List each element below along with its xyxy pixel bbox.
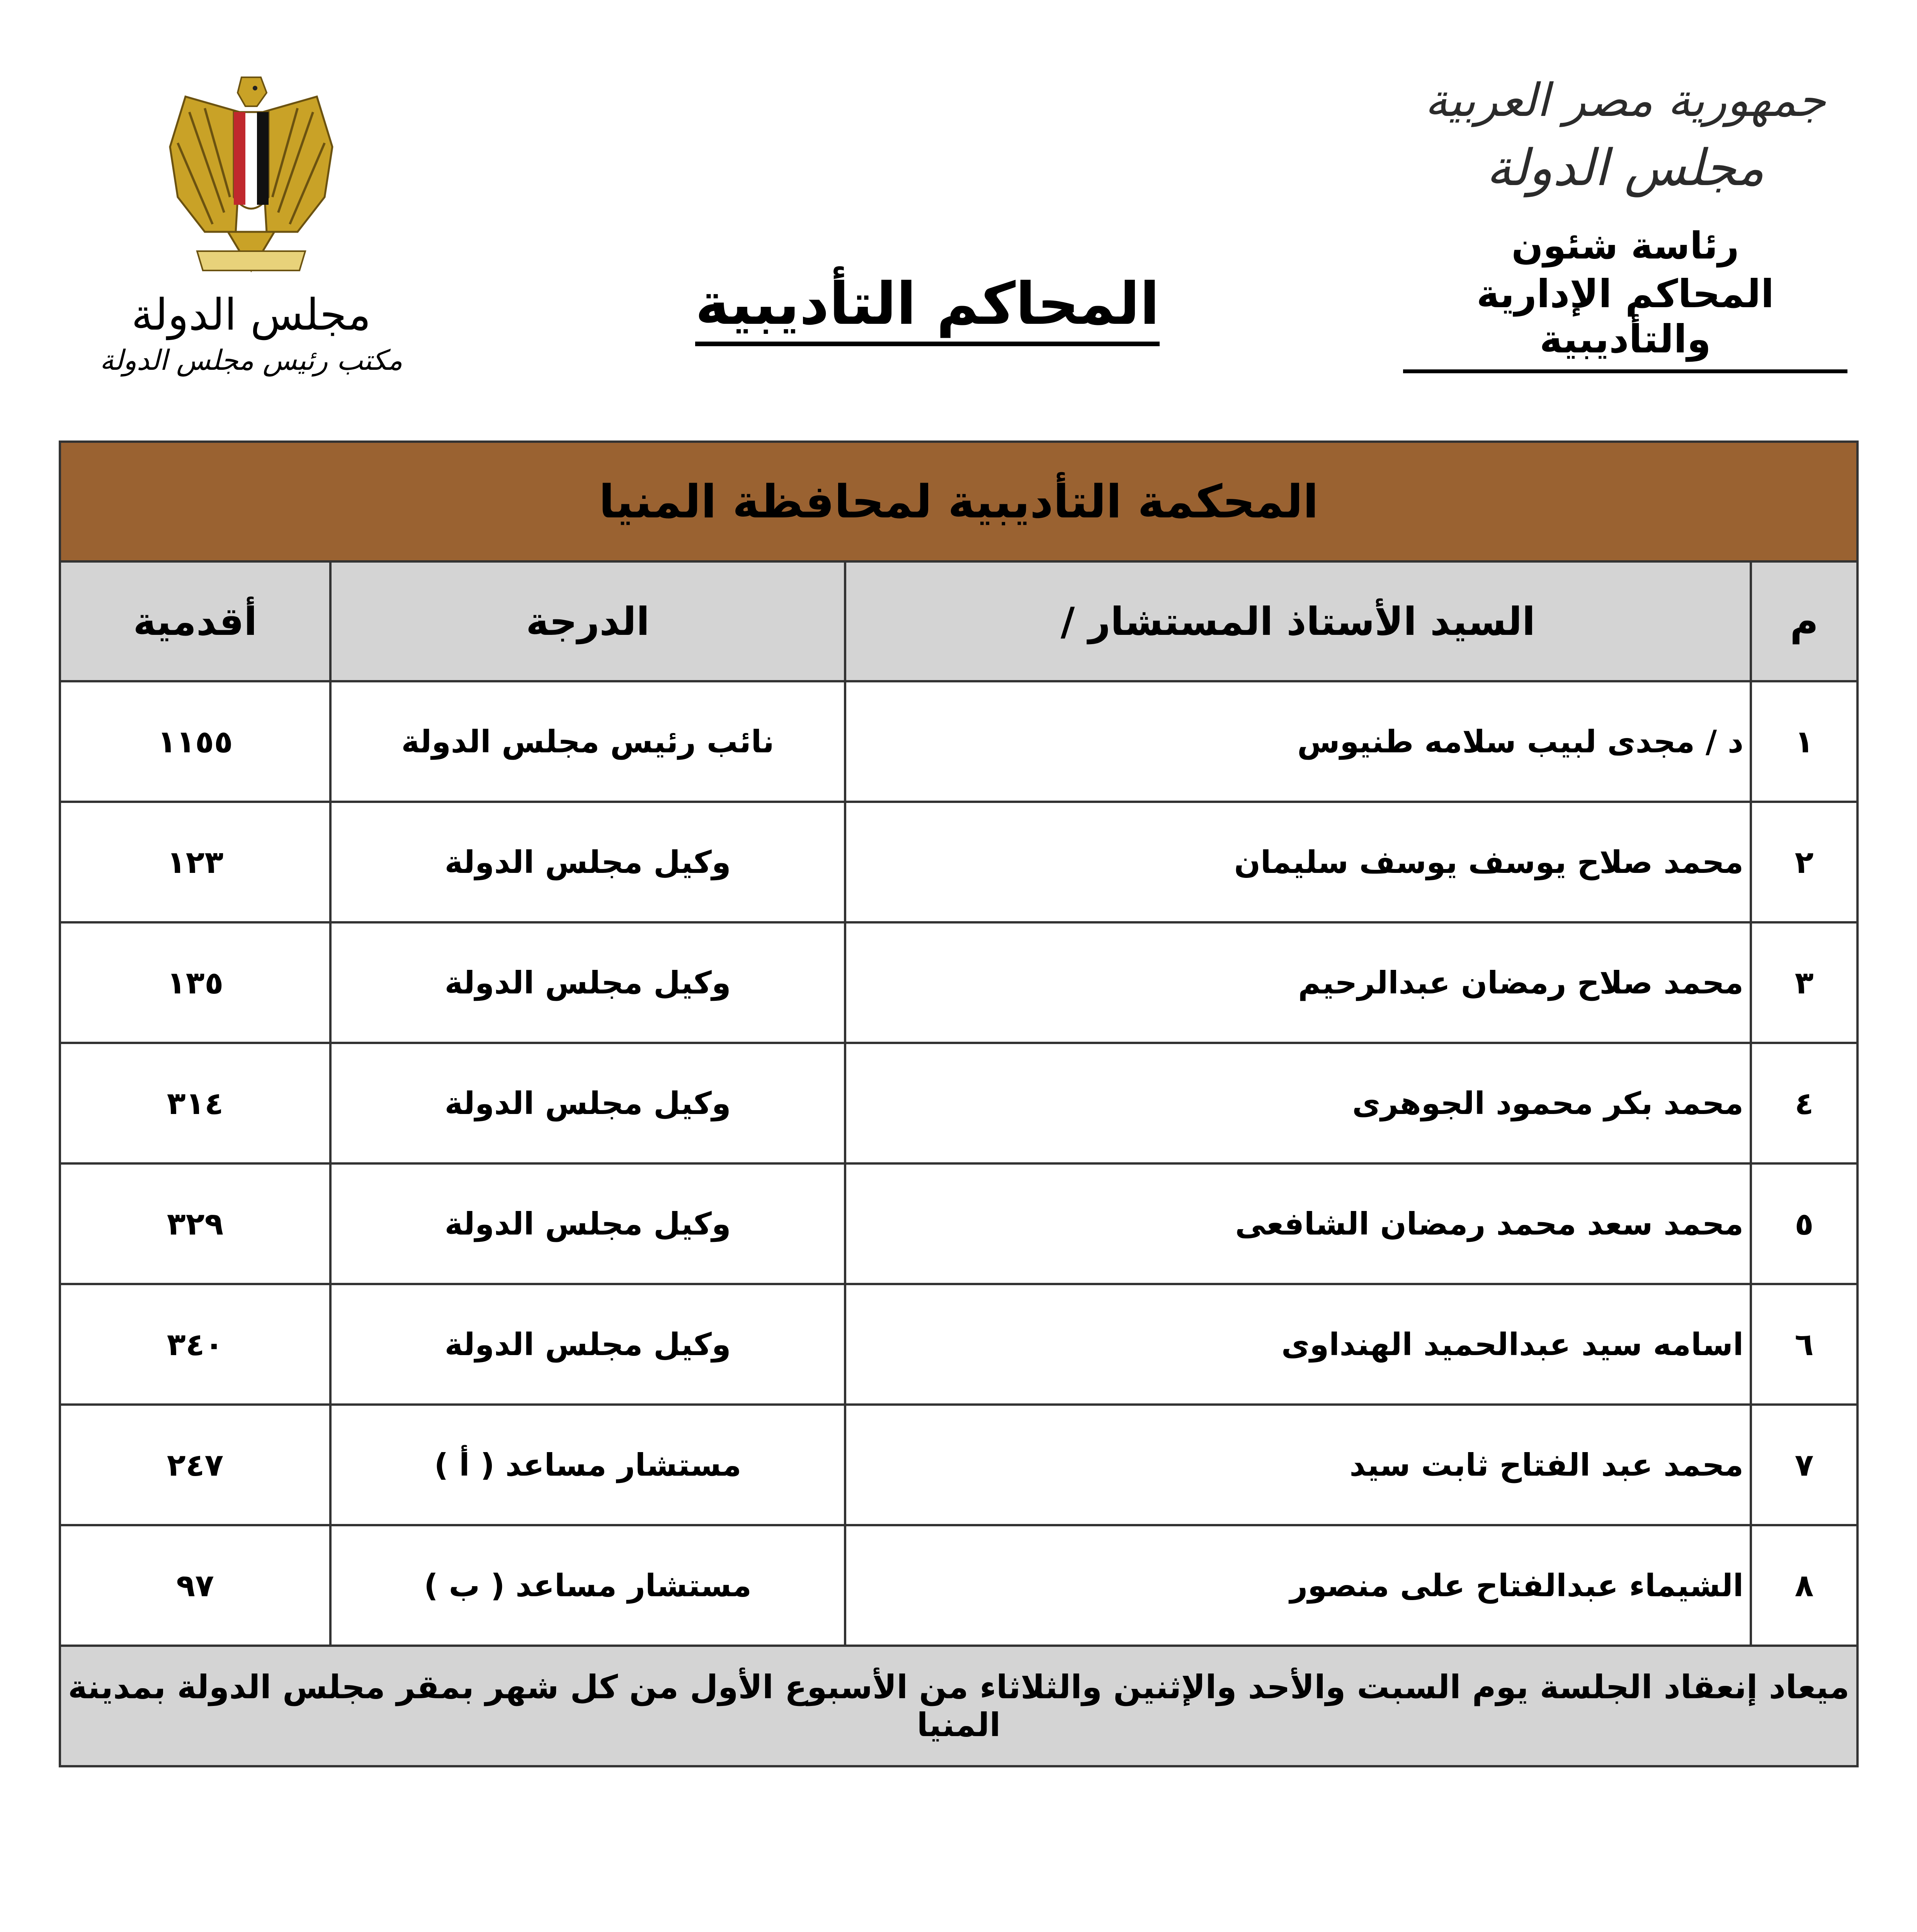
row-number: ٧ <box>1751 1405 1857 1525</box>
counselor-seniority: ٣٢٩ <box>60 1163 330 1284</box>
council-name: مجلس الدولة <box>1486 138 1764 197</box>
counselor-name: محمد بكر محمود الجوهرى <box>845 1043 1751 1163</box>
counselor-name: محمد صلاح يوسف يوسف سليمان <box>845 802 1751 922</box>
table-header-row <box>60 561 1857 681</box>
column-header-name: السيد الأستاذ المستشار / <box>845 561 1751 681</box>
table-row <box>60 1043 1857 1163</box>
table-row <box>60 802 1857 922</box>
counselor-seniority: ٢٤٧ <box>60 1405 330 1525</box>
column-header-number: م <box>1751 561 1857 681</box>
presidency-label: رئاسة شئون <box>1511 224 1739 267</box>
counselor-grade: نائب رئيس مجلس الدولة <box>330 681 845 802</box>
counselor-grade: وكيل مجلس الدولة <box>330 1163 845 1284</box>
counselor-name: محمد عبد الفتاح ثابت سيد <box>845 1405 1751 1525</box>
egypt-eagle-emblem-icon <box>162 70 340 286</box>
counselor-seniority: ١١٥٥ <box>60 681 330 802</box>
counselor-grade: وكيل مجلس الدولة <box>330 1043 845 1163</box>
header-left-block <box>77 70 425 376</box>
counselor-grade: وكيل مجلس الدولة <box>330 922 845 1043</box>
court-members-table <box>59 440 1859 1767</box>
session-schedule-note: ميعاد إنعقاد الجلسة يوم السبت والأحد والإثنين والثلاثاء من الأسبوع الأول من كل شهر بمقر مجلس الدولة بمدينة المنيا <box>60 1646 1857 1766</box>
court-title: المحكمة التأديبية لمحافظة المنيا <box>60 442 1857 561</box>
courts-label: المحاكم الإدارية والتأديبية <box>1403 271 1847 373</box>
table-row <box>60 922 1857 1043</box>
counselor-grade: مستشار مساعد ( أ ) <box>330 1405 845 1525</box>
counselor-name: الشيماء عبدالفتاح على منصور <box>845 1525 1751 1646</box>
row-number: ٢ <box>1751 802 1857 922</box>
counselor-seniority: ١٣٥ <box>60 922 330 1043</box>
page-title: المحاكم التأديبية <box>695 270 1160 346</box>
table-row <box>60 1405 1857 1525</box>
counselor-name: محمد صلاح رمضان عبدالرحيم <box>845 922 1751 1043</box>
counselor-seniority: ٩٧ <box>60 1525 330 1646</box>
header-center-block <box>580 270 1275 346</box>
counselor-grade: مستشار مساعد ( ب ) <box>330 1525 845 1646</box>
counselor-seniority: ٣١٤ <box>60 1043 330 1163</box>
counselor-seniority: ١٢٣ <box>60 802 330 922</box>
counselor-grade: وكيل مجلس الدولة <box>330 1284 845 1405</box>
table-row <box>60 1163 1857 1284</box>
row-number: ١ <box>1751 681 1857 802</box>
header-right-block <box>1403 73 1847 373</box>
table-row <box>60 1525 1857 1646</box>
counselor-grade: وكيل مجلس الدولة <box>330 802 845 922</box>
column-header-seniority: أقدمية <box>60 561 330 681</box>
office-name-left: مكتب رئيس مجلس الدولة <box>100 344 403 376</box>
counselor-name: د / مجدى لبيب سلامه طنيوس <box>845 681 1751 802</box>
row-number: ٤ <box>1751 1043 1857 1163</box>
column-header-grade: الدرجة <box>330 561 845 681</box>
row-number: ٨ <box>1751 1525 1857 1646</box>
council-name-left: مجلس الدولة <box>131 290 371 340</box>
row-number: ٥ <box>1751 1163 1857 1284</box>
counselor-seniority: ٣٤٠ <box>60 1284 330 1405</box>
table-row <box>60 1284 1857 1405</box>
row-number: ٦ <box>1751 1284 1857 1405</box>
republic-name: جمهورية مصر العربية <box>1425 73 1826 127</box>
counselor-name: محمد سعد محمد رمضان الشافعى <box>845 1163 1751 1284</box>
row-number: ٣ <box>1751 922 1857 1043</box>
counselor-name: اسامه سيد عبدالحميد الهنداوى <box>845 1284 1751 1405</box>
table-row <box>60 681 1857 802</box>
